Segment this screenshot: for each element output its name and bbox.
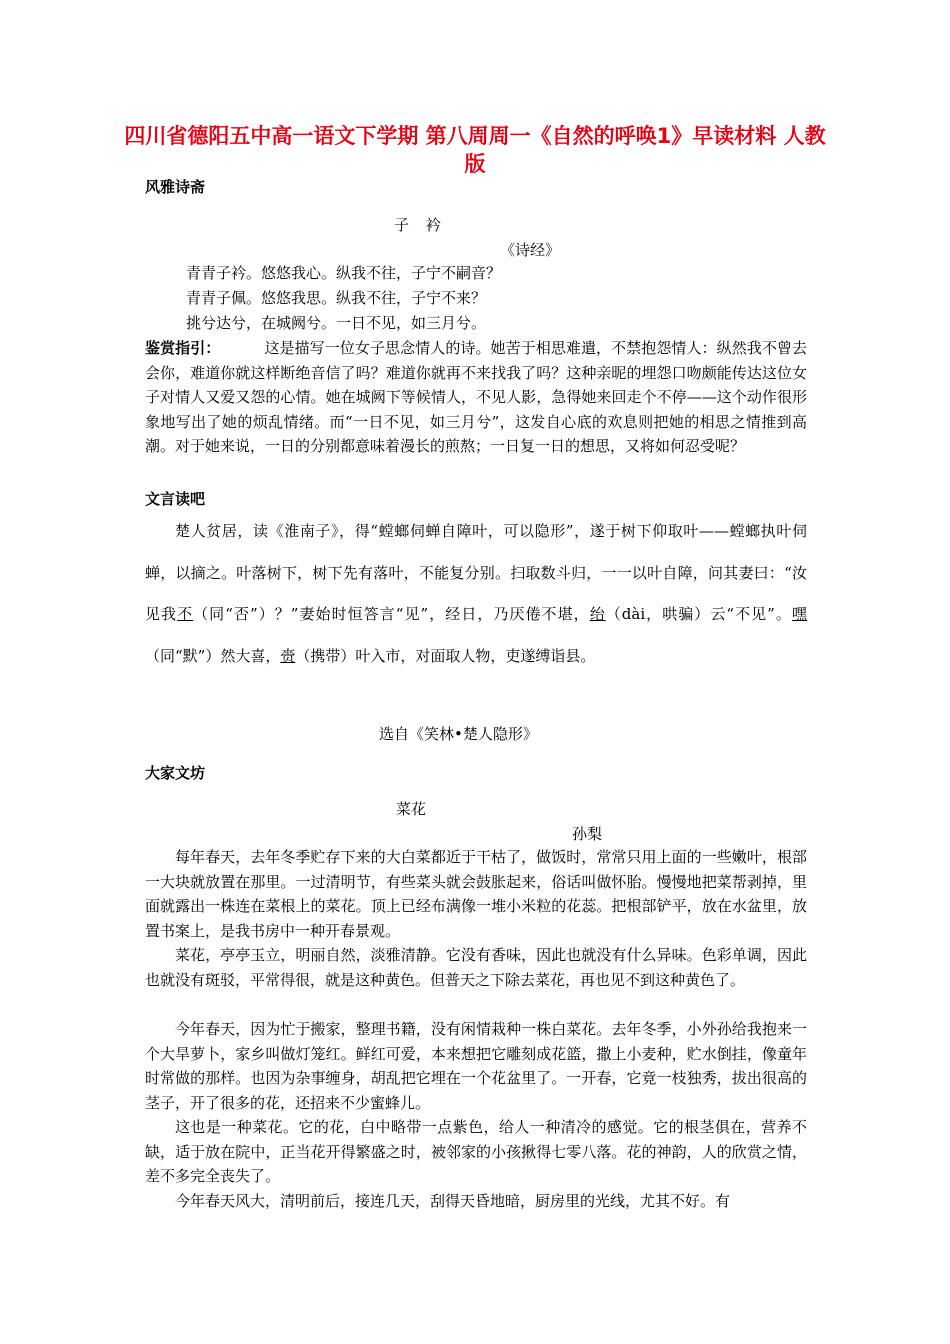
poem-title: 子 衿 — [394, 216, 447, 234]
annotated-word: 绐 — [589, 605, 606, 623]
essay-paragraph: 今年春天，因为忙于搬家，整理书籍，没有闲情栽种一株白菜花。去年冬季，小外孙给我抱来一个大旱萝卜，家乡叫做灯笼红。鲜红可爱，本来想把它雕刻成花篮，撒上小麦种，贮水倒挂，像童年时常做的那样。也因为杂事缠身，胡乱把它埋在一个花盆里了。一开春，它竟一枝独秀，拔出很高的茎子，开了很多的花，还招来不少蜜蜂儿。 — [145, 1020, 807, 1112]
passage-text: （同“默”）然大喜， — [145, 646, 281, 665]
poem-line: 挑兮达兮，在城阙兮。一日不见，如三月兮。 — [186, 314, 487, 332]
passage-text: （携带）叶入市，对面取人物，吏遂缚诣县。 — [295, 646, 596, 665]
guide-text: 这是描写一位女子思念情人的诗。她苦于相思难遣，不禁抱怨情人：纵然我不曾去会你，难道你就这样断绝音信了吗？难道你就再不来找我了吗？这种亲昵的埋怨口吻颇能传达这位女子对情人又爱又怨的心情。她在城阙下等候情人，不见人影，急得她来回走个不停——这个动作很形象地写出了她的烦乱情绪。而“一日不见，如三月兮”，这发自心底的欢息则把她的相思之情推到高潮。对于她来说，一日的分别都意味着漫长的煎熬；一日复一日的想思，又将如何忍受呢？ — [145, 339, 807, 455]
essay-paragraph: 今年春天风大，清明前后，接连几天，刮得天昏地暗，厨房里的光线，尤其不好。有 — [175, 1192, 731, 1210]
section-heading-classical: 文言读吧 — [145, 490, 206, 508]
passage-text: （dài，哄骗）云“不见”。 — [605, 605, 792, 623]
guide-label: 鉴赏指引： — [145, 339, 221, 357]
poem-line: 青青子衿。悠悠我心。纵我不往，子宁不嗣音？ — [186, 264, 502, 282]
section-heading-poetry: 风雅诗斋 — [145, 178, 206, 196]
passage-source: 选自《笑林•楚人隐形》 — [379, 725, 538, 743]
poem-line: 青青子佩。悠悠我思。纵我不往，子宁不来？ — [186, 289, 487, 307]
appreciation-guide — [145, 336, 807, 459]
annotated-word: 嘿 — [791, 605, 807, 623]
essay-author: 孙梨 — [572, 825, 603, 843]
essay-paragraph: 这也是一种菜花。它的花，白中略带一点紫色，给人一种清冷的感觉。它的根茎俱在，营养不缺，适于放在院中，正当花开得繁盛之时，被邻家的小孩揪得七零八落。花的神韵，人的欣赏之情，差不多完全丧失了。 — [145, 1118, 807, 1185]
essay-paragraph: 每年春天，去年冬季贮存下来的大白菜都近于干枯了，做饭时，常常只用上面的一些嫩叶，根部一大块就放置在那里。一过清明节，有些菜头就会鼓胀起来，俗话叫做怀胎。慢慢地把菜帮剥掉，里面就露出一株连在菜根上的菜花。顶上已经布满像一堆小米粒的花蕊。把根部铲平，放在水盆里，放置书案上，是我书房中一种开春景观。 — [145, 848, 807, 940]
annotated-word: 赍 — [280, 646, 296, 665]
classical-passage — [145, 511, 807, 677]
essay-title: 菜花 — [396, 800, 427, 818]
section-heading-essay: 大家文坊 — [145, 764, 206, 782]
essay-paragraph: 菜花，亭亭玉立，明丽自然，淡雅清静。它没有香味，因此也就没有什么异味。色彩单调，因此也就没有斑驳，平常得很，就是这种黄色。但普天之下除去菜花，再也见不到这种黄色了。 — [145, 946, 807, 989]
poem-source: 《诗经》 — [500, 241, 561, 259]
document-title: 四川省德阳五中高一语文下学期 第八周周一《自然的呼唤1》早读材料 人教版 — [124, 124, 826, 176]
passage-text: （同“否”）？”妻始时恒答言“见”，经日，乃厌倦不堪， — [193, 605, 590, 623]
passage-text: 楚人贫居，读《淮南子》，得“螳螂伺蝉自障叶，可以隐形”，遂于树下仰取叶——螳螂执叶伺蝉，以摘之。叶落树下，树下先有落叶，不能复分别。扫取数斗归，一一以叶自障，问其妻曰：“汝见我 — [145, 522, 807, 623]
annotated-word: 不 — [177, 605, 194, 623]
